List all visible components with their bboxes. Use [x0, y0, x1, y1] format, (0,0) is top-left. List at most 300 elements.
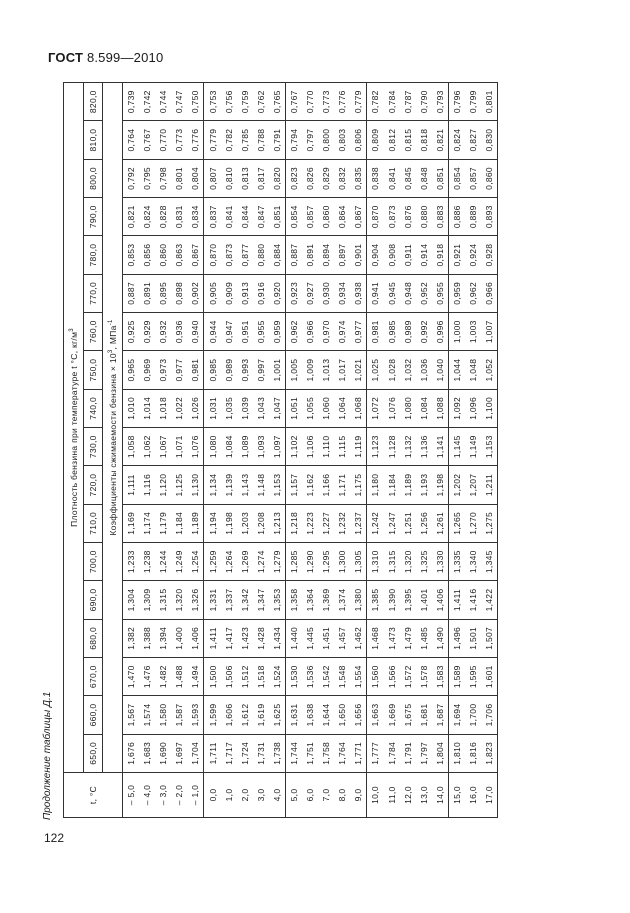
density-column-header: 700,0 — [84, 543, 103, 581]
coefficient-cell: 1,194 — [204, 504, 221, 542]
coefficient-cell: 1,128 — [384, 428, 400, 466]
coefficient-cell: 1,644 — [318, 696, 334, 734]
coefficient-cell: 1,388 — [139, 619, 155, 657]
coefficient-cell: 1,428 — [253, 619, 269, 657]
coefficient-cell: 1,169 — [123, 504, 140, 542]
table-row — [171, 83, 187, 818]
table-row — [204, 83, 221, 818]
coefficient-cell: 1,285 — [285, 543, 302, 581]
coefficient-cell: 1,764 — [334, 734, 350, 772]
temperature-cell: 12,0 — [400, 773, 416, 818]
coefficient-cell: 1,084 — [416, 389, 432, 427]
coefficient-cell: 1,675 — [400, 696, 416, 734]
coefficient-cell: 1,044 — [448, 351, 465, 389]
coefficient-cell: 1,704 — [187, 734, 204, 772]
coefficient-cell: 0,897 — [334, 236, 350, 274]
coefficient-cell: 1,010 — [123, 389, 140, 427]
coefficient-cell: 1,180 — [367, 466, 384, 504]
coefficient-cell: 1,025 — [367, 351, 384, 389]
coefficient-cell: 0,989 — [221, 351, 237, 389]
coefficient-cell: 1,174 — [139, 504, 155, 542]
coefficient-cell: 1,681 — [416, 696, 432, 734]
coefficient-cell: 1,382 — [123, 619, 140, 657]
coefficient-cell: 0,831 — [171, 198, 187, 236]
coefficient-cell: 1,374 — [334, 581, 350, 619]
table-row — [448, 83, 465, 818]
coefficient-cell: 0,770 — [302, 83, 318, 121]
table-row — [269, 83, 286, 818]
coefficient-cell: 0,923 — [285, 274, 302, 312]
coefficient-cell: 1,724 — [237, 734, 253, 772]
density-column-header: 810,0 — [84, 121, 103, 159]
coefficient-cell: 0,914 — [416, 236, 432, 274]
coefficient-cell: 0,867 — [187, 236, 204, 274]
coefficient-cell: 0,747 — [171, 83, 187, 121]
coefficient-cell: 1,032 — [400, 351, 416, 389]
coefficient-cell: 1,599 — [204, 696, 221, 734]
coefficient-cell: 0,847 — [253, 198, 269, 236]
coefficient-cell: 1,143 — [237, 466, 253, 504]
density-column-header: 800,0 — [84, 159, 103, 197]
temperature-cell: – 3,0 — [155, 773, 171, 818]
coefficient-cell: 1,184 — [384, 466, 400, 504]
coefficient-cell: 1,031 — [204, 389, 221, 427]
coefficient-cell: 1,542 — [318, 658, 334, 696]
coefficient-cell: 1,530 — [285, 658, 302, 696]
coefficient-cell: 1,014 — [139, 389, 155, 427]
coefficient-cell: 1,572 — [400, 658, 416, 696]
coefficient-cell: 0,996 — [432, 313, 449, 351]
coefficient-cell: 0,854 — [285, 198, 302, 236]
coefficient-cell: 0,806 — [350, 121, 367, 159]
coefficient-cell: 1,434 — [269, 619, 286, 657]
coefficient-cell: 1,457 — [334, 619, 350, 657]
temperature-cell: 4,0 — [269, 773, 286, 818]
coefficient-cell: 1,116 — [139, 466, 155, 504]
coefficient-cell: 1,088 — [432, 389, 449, 427]
coefficient-cell: 0,791 — [269, 121, 286, 159]
temperature-header: t, °С — [64, 773, 123, 818]
coefficient-cell: 1,738 — [269, 734, 286, 772]
coefficient-cell: 1,198 — [432, 466, 449, 504]
coefficient-cell: 1,445 — [302, 619, 318, 657]
coefficient-cell: 1,482 — [155, 658, 171, 696]
coefficient-cell: 1,202 — [448, 466, 465, 504]
coefficient-cell: 0,887 — [123, 274, 140, 312]
coefficient-cell: 0,799 — [465, 83, 481, 121]
coefficient-cell: 0,993 — [237, 351, 253, 389]
coefficient-cell: 0,776 — [334, 83, 350, 121]
coefficient-cell: 1,380 — [350, 581, 367, 619]
coefficient-cell: 1,711 — [204, 734, 221, 772]
coefficient-cell: 1,162 — [302, 466, 318, 504]
temperature-cell: 3,0 — [253, 773, 269, 818]
coefficient-cell: 1,106 — [302, 428, 318, 466]
coefficient-cell: 1,295 — [318, 543, 334, 581]
coefficient-cell: 1,468 — [367, 619, 384, 657]
coefficient-cell: 1,490 — [432, 619, 449, 657]
coefficient-cell: 1,406 — [187, 619, 204, 657]
coefficient-cell: 1,358 — [285, 581, 302, 619]
coefficient-header-exp: 3 — [107, 349, 114, 354]
coefficient-cell: 1,072 — [367, 389, 384, 427]
coefficient-cell: 0,873 — [221, 236, 237, 274]
coefficient-cell: 1,524 — [269, 658, 286, 696]
coefficient-cell: 1,554 — [350, 658, 367, 696]
coefficient-cell: 1,062 — [139, 428, 155, 466]
coefficient-cell: 1,816 — [465, 734, 481, 772]
coefficient-cell: 1,097 — [269, 428, 286, 466]
coefficient-cell: 0,938 — [350, 274, 367, 312]
coefficient-cell: 0,788 — [253, 121, 269, 159]
coefficient-cell: 0,981 — [187, 351, 204, 389]
coefficient-cell: 1,309 — [139, 581, 155, 619]
coefficient-cell: 1,578 — [416, 658, 432, 696]
coefficient-header-unit-exp: -1 — [107, 319, 114, 326]
table-row — [367, 83, 384, 818]
temperature-cell: 11,0 — [384, 773, 400, 818]
coefficient-cell: 0,834 — [187, 198, 204, 236]
coefficient-cell: 1,244 — [155, 543, 171, 581]
coefficient-cell: 1,385 — [367, 581, 384, 619]
coefficient-cell: 0,753 — [204, 83, 221, 121]
coefficient-cell: 1,810 — [448, 734, 465, 772]
coefficient-cell: 0,925 — [123, 313, 140, 351]
coefficient-cell: 1,058 — [123, 428, 140, 466]
coefficient-cell: 1,171 — [334, 466, 350, 504]
temperature-cell: 9,0 — [350, 773, 367, 818]
coefficient-cell: 1,136 — [416, 428, 432, 466]
coefficient-cell: 1,566 — [384, 658, 400, 696]
coefficient-cell: 1,560 — [367, 658, 384, 696]
coefficient-cell: 1,096 — [465, 389, 481, 427]
table-row — [187, 83, 204, 818]
coefficient-cell: 1,500 — [204, 658, 221, 696]
coefficient-cell: 0,932 — [155, 313, 171, 351]
coefficient-cell: 1,501 — [465, 619, 481, 657]
coefficient-cell: 0,787 — [400, 83, 416, 121]
coefficient-cell: 1,264 — [221, 543, 237, 581]
table-row — [481, 83, 498, 818]
coefficient-cell: 0,870 — [204, 236, 221, 274]
coefficient-cell: 0,779 — [350, 83, 367, 121]
coefficient-cell: 0,974 — [334, 313, 350, 351]
coefficient-cell: 1,026 — [187, 389, 204, 427]
coefficient-cell: 1,123 — [367, 428, 384, 466]
coefficient-cell: 0,848 — [416, 159, 432, 197]
density-column-header: 650,0 — [84, 734, 103, 772]
coefficient-cell: 0,921 — [448, 236, 465, 274]
table-row — [155, 83, 171, 818]
coefficient-cell: 1,039 — [237, 389, 253, 427]
coefficient-cell: 1,758 — [318, 734, 334, 772]
coefficient-cell: 0,969 — [139, 351, 155, 389]
coefficient-cell: 1,089 — [237, 428, 253, 466]
coefficient-cell: 0,977 — [350, 313, 367, 351]
coefficient-cell: 1,777 — [367, 734, 384, 772]
coefficient-cell: 0,773 — [171, 121, 187, 159]
coefficient-cell: 1,687 — [432, 696, 449, 734]
coefficient-cell: 1,390 — [384, 581, 400, 619]
coefficient-cell: 0,857 — [465, 159, 481, 197]
coefficient-cell: 1,242 — [367, 504, 384, 542]
temperature-cell: 14,0 — [432, 773, 449, 818]
coefficient-cell: 1,315 — [155, 581, 171, 619]
coefficient-cell: 0,985 — [204, 351, 221, 389]
coefficient-cell: 1,238 — [139, 543, 155, 581]
coefficient-cell: 1,052 — [481, 351, 498, 389]
rotated-table-wrapper — [63, 82, 581, 818]
coefficient-cell: 1,189 — [187, 504, 204, 542]
coefficient-cell: 1,305 — [350, 543, 367, 581]
coefficient-cell: 1,071 — [171, 428, 187, 466]
coefficient-cell: 0,820 — [269, 159, 286, 197]
coefficient-cell: 1,422 — [481, 581, 498, 619]
coefficient-cell: 0,985 — [384, 313, 400, 351]
coefficient-cell: 0,784 — [384, 83, 400, 121]
coefficient-cell: 1,249 — [171, 543, 187, 581]
coefficient-cell: 1,669 — [384, 696, 400, 734]
coefficient-cell: 0,966 — [302, 313, 318, 351]
coefficient-cell: 0,815 — [400, 121, 416, 159]
coefficient-cell: 1,175 — [350, 466, 367, 504]
coefficient-cell: 0,889 — [465, 198, 481, 236]
coefficient-cell: 1,227 — [318, 504, 334, 542]
compressibility-table — [63, 82, 498, 818]
coefficient-cell: 0,818 — [416, 121, 432, 159]
coefficient-cell: 1,744 — [285, 734, 302, 772]
coefficient-cell: 0,739 — [123, 83, 140, 121]
coefficient-cell: 1,791 — [400, 734, 416, 772]
coefficient-cell: 0,962 — [285, 313, 302, 351]
coefficient-cell: 0,767 — [139, 121, 155, 159]
coefficient-cell: 0,948 — [400, 274, 416, 312]
coefficient-cell: 0,880 — [253, 236, 269, 274]
coefficient-cell: 1,207 — [465, 466, 481, 504]
coefficient-cell: 1,416 — [465, 581, 481, 619]
table-caption: Продолжение таблицы Д.1 — [42, 691, 53, 820]
coefficient-cell: 0,936 — [171, 313, 187, 351]
coefficient-cell: 0,863 — [171, 236, 187, 274]
coefficient-cell: 1,330 — [432, 543, 449, 581]
coefficient-cell: 1,395 — [400, 581, 416, 619]
coefficient-cell: 0,832 — [334, 159, 350, 197]
table-row — [432, 83, 449, 818]
coefficient-cell: 0,841 — [221, 198, 237, 236]
coefficient-cell: 1,259 — [204, 543, 221, 581]
coefficient-cell: 1,211 — [481, 466, 498, 504]
density-column-header: 710,0 — [84, 504, 103, 542]
coefficient-cell: 1,005 — [285, 351, 302, 389]
coefficient-cell: 1,676 — [123, 734, 140, 772]
coefficient-cell: 0,767 — [285, 83, 302, 121]
coefficient-cell: 1,619 — [253, 696, 269, 734]
coefficient-cell: 1,080 — [204, 428, 221, 466]
coefficient-cell: 0,762 — [253, 83, 269, 121]
document-header — [48, 50, 163, 65]
coefficient-cell: 0,860 — [318, 198, 334, 236]
coefficient-cell: 1,251 — [400, 504, 416, 542]
coefficient-cell: 0,989 — [400, 313, 416, 351]
coefficient-cell: 1,731 — [253, 734, 269, 772]
temperature-cell: 5,0 — [285, 773, 302, 818]
coefficient-cell: 0,959 — [269, 313, 286, 351]
table-row — [139, 83, 155, 818]
coefficient-cell: 1,256 — [416, 504, 432, 542]
coefficient-cell: 1,331 — [204, 581, 221, 619]
coefficient-cell: 1,423 — [237, 619, 253, 657]
coefficient-cell: 1,451 — [318, 619, 334, 657]
coefficient-cell: 0,796 — [448, 83, 465, 121]
coefficient-cell: 0,867 — [350, 198, 367, 236]
coefficient-cell: 1,320 — [400, 543, 416, 581]
coefficient-cell: 0,837 — [204, 198, 221, 236]
coefficient-cell: 1,084 — [221, 428, 237, 466]
coefficient-cell: 1,132 — [400, 428, 416, 466]
coefficient-cell: 1,166 — [318, 466, 334, 504]
coefficient-cell: 1,254 — [187, 543, 204, 581]
coefficient-cell: 1,470 — [123, 658, 140, 696]
coefficient-cell: 0,904 — [367, 236, 384, 274]
coefficient-cell: 0,992 — [416, 313, 432, 351]
coefficient-cell: 1,518 — [253, 658, 269, 696]
coefficient-cell: 1,536 — [302, 658, 318, 696]
coefficient-cell: 0,908 — [384, 236, 400, 274]
coefficient-cell: 0,854 — [448, 159, 465, 197]
coefficient-cell: 0,759 — [237, 83, 253, 121]
coefficient-cell: 1,304 — [123, 581, 140, 619]
coefficient-cell: 1,488 — [171, 658, 187, 696]
coefficient-cell: 0,851 — [269, 198, 286, 236]
coefficient-cell: 1,007 — [481, 313, 498, 351]
coefficient-cell: 1,506 — [221, 658, 237, 696]
coefficient-cell: 1,462 — [350, 619, 367, 657]
coefficient-cell: 0,845 — [400, 159, 416, 197]
coefficient-cell: 1,823 — [481, 734, 498, 772]
coefficient-cell: 1,683 — [139, 734, 155, 772]
coefficient-cell: 1,184 — [171, 504, 187, 542]
coefficient-cell: 1,369 — [318, 581, 334, 619]
temperature-cell: 10,0 — [367, 773, 384, 818]
coefficient-cell: 1,149 — [465, 428, 481, 466]
coefficient-cell: 0,891 — [139, 274, 155, 312]
coefficient-cell: 0,797 — [302, 121, 318, 159]
coefficient-cell: 1,232 — [334, 504, 350, 542]
coefficient-cell: 1,141 — [432, 428, 449, 466]
table-row — [334, 83, 350, 818]
coefficient-cell: 0,824 — [139, 198, 155, 236]
density-column-header: 680,0 — [84, 619, 103, 657]
coefficient-cell: 0,966 — [481, 274, 498, 312]
coefficient-cell: 1,208 — [253, 504, 269, 542]
density-column-header: 790,0 — [84, 198, 103, 236]
coefficient-cell: 1,353 — [269, 581, 286, 619]
coefficient-cell: 0,803 — [334, 121, 350, 159]
coefficient-cell: 0,928 — [481, 236, 498, 274]
coefficient-cell: 0,857 — [302, 198, 318, 236]
table-row — [400, 83, 416, 818]
table-row — [253, 83, 269, 818]
coefficient-cell: 1,093 — [253, 428, 269, 466]
coefficient-cell: 1,051 — [285, 389, 302, 427]
coefficient-cell: 0,884 — [269, 236, 286, 274]
coefficient-cell: 0,810 — [221, 159, 237, 197]
coefficient-cell: 0,835 — [350, 159, 367, 197]
coefficient-cell: 1,237 — [350, 504, 367, 542]
coefficient-cell: 0,981 — [367, 313, 384, 351]
coefficient-cell: 0,801 — [171, 159, 187, 197]
coefficient-cell: 1,009 — [302, 351, 318, 389]
coefficient-cell: 1,656 — [350, 696, 367, 734]
coefficient-cell: 1,595 — [465, 658, 481, 696]
coefficient-cell: 1,275 — [481, 504, 498, 542]
coefficient-cell: 1,612 — [237, 696, 253, 734]
coefficient-cell: 1,076 — [384, 389, 400, 427]
coefficient-cell: 0,941 — [367, 274, 384, 312]
coefficient-cell: 1,134 — [204, 466, 221, 504]
coefficient-cell: 0,793 — [432, 83, 449, 121]
coefficient-cell: 0,770 — [155, 121, 171, 159]
coefficient-cell: 0,883 — [432, 198, 449, 236]
coefficient-cell: 1,476 — [139, 658, 155, 696]
temperature-cell: – 2,0 — [171, 773, 187, 818]
coefficient-cell: 0,970 — [318, 313, 334, 351]
coefficient-cell: 1,076 — [187, 428, 204, 466]
coefficient-cell: 0,856 — [139, 236, 155, 274]
coefficient-cell: 0,894 — [318, 236, 334, 274]
coefficient-cell: 1,279 — [269, 543, 286, 581]
coefficient-cell: 1,700 — [465, 696, 481, 734]
coefficient-cell: 1,479 — [400, 619, 416, 657]
density-column-header: 770,0 — [84, 274, 103, 312]
coefficient-cell: 1,100 — [481, 389, 498, 427]
density-column-header: 780,0 — [84, 236, 103, 274]
coefficient-cell: 1,213 — [269, 504, 286, 542]
coefficient-cell: 0,930 — [318, 274, 334, 312]
coefficient-cell: 0,916 — [253, 274, 269, 312]
coefficient-cell: 1,179 — [155, 504, 171, 542]
coefficient-cell: 1,270 — [465, 504, 481, 542]
temperature-cell: – 5,0 — [123, 773, 140, 818]
coefficient-cell: 1,496 — [448, 619, 465, 657]
coefficient-cell: 1,028 — [384, 351, 400, 389]
coefficient-cell: 1,580 — [155, 696, 171, 734]
density-column-header: 820,0 — [84, 83, 103, 121]
coefficient-cell: 0,909 — [221, 274, 237, 312]
coefficient-cell: 0,920 — [269, 274, 286, 312]
coefficient-cell: 0,924 — [465, 236, 481, 274]
coefficient-cell: 1,102 — [285, 428, 302, 466]
coefficient-cell: 0,997 — [253, 351, 269, 389]
coefficient-cell: 0,795 — [139, 159, 155, 197]
coefficient-cell: 1,804 — [432, 734, 449, 772]
coefficient-cell: 1,119 — [350, 428, 367, 466]
coefficient-cell: 0,779 — [204, 121, 221, 159]
coefficient-cell: 0,880 — [416, 198, 432, 236]
coefficient-cell: 1,593 — [187, 696, 204, 734]
coefficient-cell: 0,860 — [481, 159, 498, 197]
coefficient-cell: 1,310 — [367, 543, 384, 581]
coefficient-cell: 0,851 — [432, 159, 449, 197]
coefficient-cell: 1,606 — [221, 696, 237, 734]
coefficient-cell: 1,315 — [384, 543, 400, 581]
coefficient-cell: 0,962 — [465, 274, 481, 312]
coefficient-cell: 0,844 — [237, 198, 253, 236]
coefficient-cell: 0,756 — [221, 83, 237, 121]
coefficient-cell: 1,494 — [187, 658, 204, 696]
coefficient-cell: 0,977 — [171, 351, 187, 389]
coefficient-cell: 0,830 — [481, 121, 498, 159]
